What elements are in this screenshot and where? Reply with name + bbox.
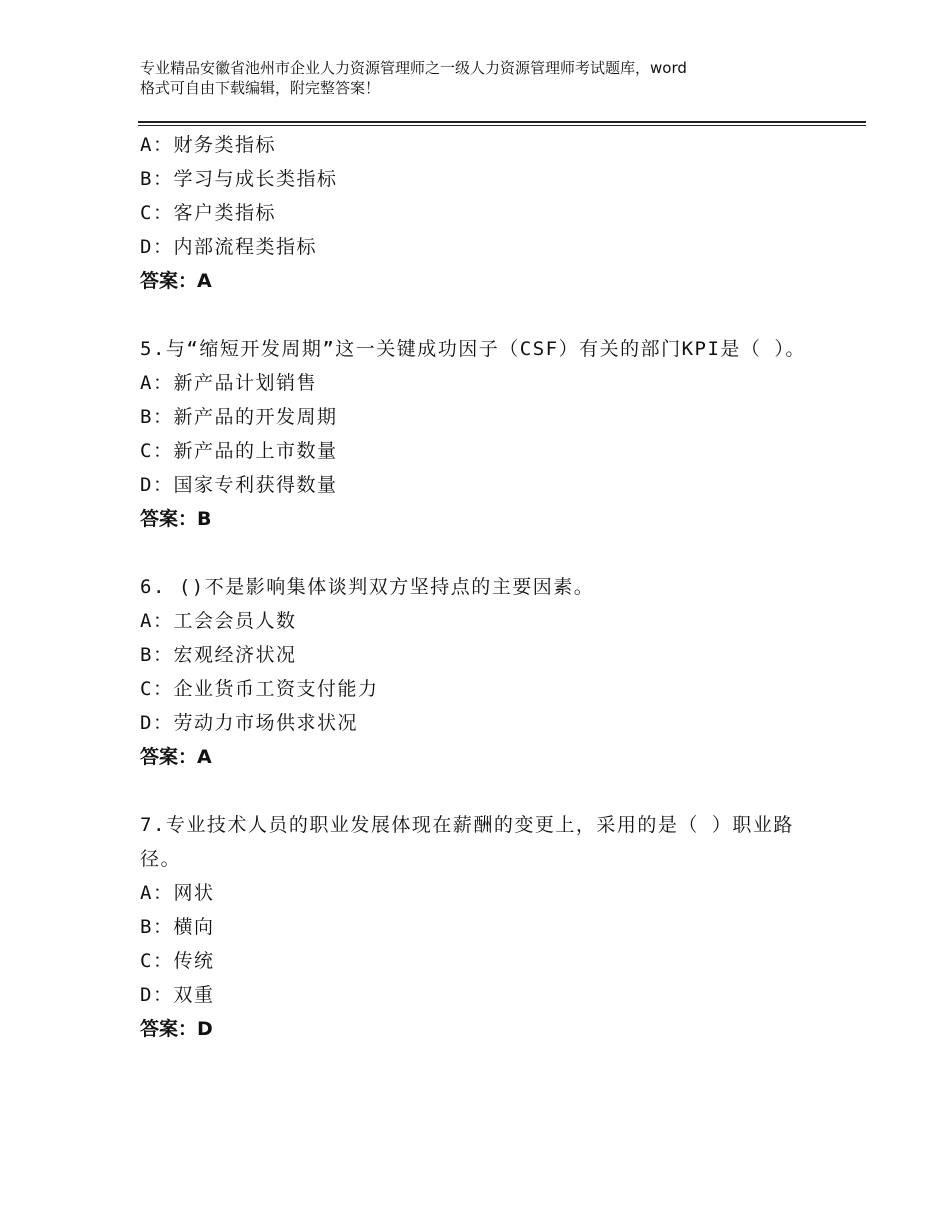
option-b: B：新产品的开发周期 — [140, 406, 338, 428]
header-divider-thick — [138, 121, 866, 123]
page-header — [140, 58, 830, 98]
answer-label: 答案：B — [140, 508, 212, 530]
question-7 — [140, 808, 830, 1046]
option-a: A：网状 — [140, 882, 215, 904]
option-b: B：横向 — [140, 916, 215, 938]
question-text: 5.与“缩短开发周期”这一关键成功因子（CSF）有关的部门KPI是（ ）。 — [140, 338, 806, 360]
option-d: D：内部流程类指标 — [140, 236, 317, 258]
header-line-2: 格式可自由下载编辑，附完整答案！ — [140, 79, 381, 97]
question-4-continued — [140, 128, 830, 298]
answer-label: 答案：A — [140, 270, 212, 292]
question-text: 7.专业技术人员的职业发展体现在薪酬的变更上，采用的是（ ）职业路径。 — [140, 814, 794, 870]
header-divider-thin — [138, 125, 866, 126]
option-d: D：劳动力市场供求状况 — [140, 712, 358, 734]
answer-label: 答案：A — [140, 746, 212, 768]
answer-label: 答案：D — [140, 1018, 213, 1040]
option-a: A：财务类指标 — [140, 134, 276, 156]
option-d: D：双重 — [140, 984, 215, 1006]
question-list — [140, 128, 830, 1080]
option-b: B：宏观经济状况 — [140, 644, 297, 666]
question-6 — [140, 570, 830, 774]
option-b: B：学习与成长类指标 — [140, 168, 338, 190]
option-c: C：传统 — [140, 950, 215, 972]
question-text: 6. ()不是影响集体谈判双方坚持点的主要因素。 — [140, 576, 595, 598]
option-a: A：新产品计划销售 — [140, 372, 317, 394]
option-c: C：客户类指标 — [140, 202, 276, 224]
question-5 — [140, 332, 830, 536]
option-a: A：工会会员人数 — [140, 610, 297, 632]
header-line-1: 专业精品安徽省池州市企业人力资源管理师之一级人力资源管理师考试题库，word — [140, 59, 687, 77]
option-c: C：新产品的上市数量 — [140, 440, 338, 462]
option-d: D：国家专利获得数量 — [140, 474, 338, 496]
option-c: C：企业货币工资支付能力 — [140, 678, 379, 700]
